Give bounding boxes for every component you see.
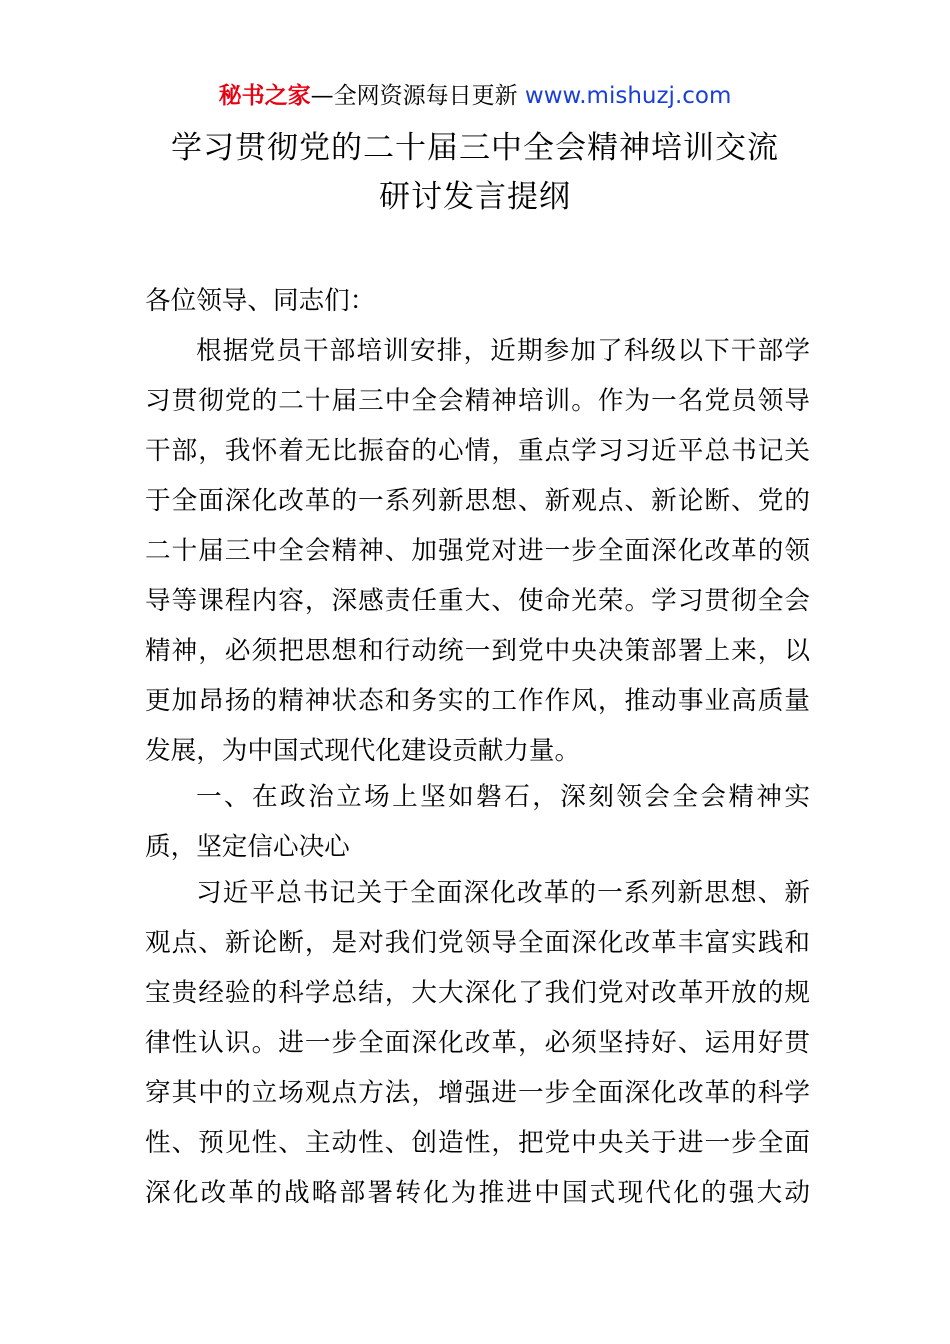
paragraph-line: 二十届三中全会精神、加强党对进一步全面深化改革的领	[145, 536, 810, 566]
greeting	[145, 276, 810, 326]
banner-url-link[interactable]: www.mishuzj.com	[524, 83, 732, 109]
paragraph-2	[145, 868, 810, 1218]
paragraph-line: 性、预见性、主动性、创造性，把党中央关于进一步全面	[145, 1128, 810, 1158]
paragraph-line: 习贯彻党的二十届三中全会精神培训。作为一名党员领导	[145, 386, 810, 416]
heading-line: 质，坚定信心决心	[145, 832, 350, 862]
paragraph-line: 习近平总书记关于全面深化改革的一系列新思想、新	[196, 878, 810, 908]
section-heading-1	[145, 772, 810, 872]
paragraph-line: 根据党员干部培训安排，近期参加了科级以下干部学	[196, 336, 810, 366]
paragraph-line: 发展，为中国式现代化建设贡献力量。	[145, 736, 581, 766]
banner-tagline: —全网资源每日更新	[310, 83, 525, 109]
paragraph-line: 导等课程内容，深感责任重大、使命光荣。学习贯彻全会	[145, 586, 810, 616]
paragraph-line: 干部，我怀着无比振奋的心情，重点学习习近平总书记关	[145, 436, 810, 466]
paragraph-line: 宝贵经验的科学总结，大大深化了我们党对改革开放的规	[145, 978, 810, 1008]
site-banner	[0, 80, 950, 112]
paragraph-line: 律性认识。进一步全面深化改革，必须坚持好、运用好贯	[145, 1028, 810, 1058]
banner-brand: 秘书之家	[218, 83, 311, 109]
document-title-line-2: 研讨发言提纲	[379, 179, 571, 215]
paragraph-1	[145, 326, 810, 776]
paragraph-line: 深化改革的战略部署转化为推进中国式现代化的强大动	[145, 1178, 810, 1208]
paragraph-line: 更加昂扬的精神状态和务实的工作作风，推动事业高质量	[145, 686, 810, 716]
paragraph-line: 穿其中的立场观点方法，增强进一步全面深化改革的科学	[145, 1078, 810, 1108]
greeting-line: 各位领导、同志们：	[145, 286, 376, 316]
document-title-line-1: 学习贯彻党的二十届三中全会精神培训交流	[171, 130, 779, 166]
paragraph-line: 精神，必须把思想和行动统一到党中央决策部署上来，以	[145, 636, 810, 666]
heading-line: 一、在政治立场上坚如磐石，深刻领会全会精神实	[196, 782, 810, 812]
paragraph-line: 观点、新论断，是对我们党领导全面深化改革丰富实践和	[145, 928, 810, 958]
paragraph-line: 于全面深化改革的一系列新思想、新观点、新论断、党的	[145, 486, 810, 516]
